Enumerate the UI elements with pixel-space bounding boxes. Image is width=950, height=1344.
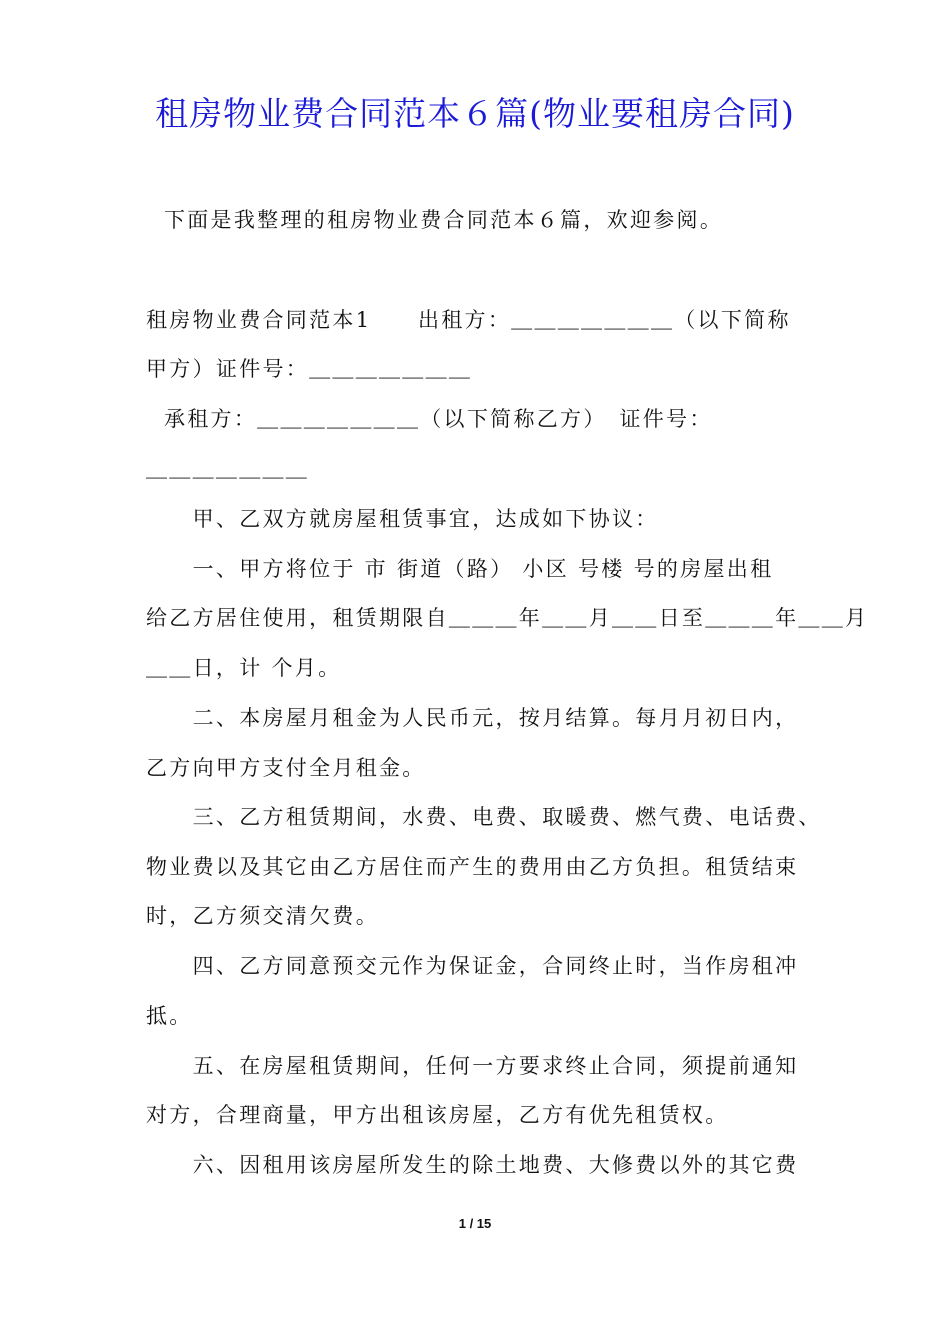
body-line: 租房物业费合同范本1 出租方：＿＿＿＿＿＿＿（以下简称 — [146, 308, 791, 332]
body-line: 给乙方居住使用，租赁期限自＿＿＿年＿＿月＿＿日至＿＿＿年＿＿月 — [146, 606, 869, 630]
page-indicator: 1 / 15 — [458, 1216, 492, 1231]
body-line: 时，乙方须交清欠费。 — [146, 904, 379, 928]
body-line: ＿＿＿＿＿＿＿ — [146, 457, 310, 481]
body-line: 六、因租用该房屋所发生的除土地费、大修费以外的其它费 — [146, 1153, 799, 1177]
body-line: 物业费以及其它由乙方居住而产生的费用由乙方负担。租赁结束 — [146, 855, 799, 879]
body-line: 甲、乙双方就房屋租赁事宜，达成如下协议： — [146, 507, 659, 531]
body-line: 三、乙方租赁期间，水费、电费、取暖费、燃气费、电话费、 — [146, 805, 822, 829]
document-title: 租房物业费合同范本６篇(物业要租房合同) — [155, 94, 795, 133]
body-line: 甲方）证件号：＿＿＿＿＿＿＿ — [146, 357, 473, 381]
body-line: 四、乙方同意预交元作为保证金，合同终止时，当作房租冲 — [146, 954, 799, 978]
body-line: 抵。 — [146, 1004, 193, 1028]
body-line: 承租方：＿＿＿＿＿＿＿（以下简称乙方） 证件号： — [146, 407, 713, 431]
body-line: 对方，合理商量，甲方出租该房屋，乙方有优先租赁权。 — [146, 1103, 729, 1127]
body-line: 乙方向甲方支付全月租金。 — [146, 756, 426, 780]
body-line: ＿＿日，计 个月。 — [146, 656, 342, 680]
intro-line: 下面是我整理的租房物业费合同范本６篇，欢迎参阅。 — [146, 208, 724, 232]
body-line: 五、在房屋租赁期间，任何一方要求终止合同，须提前通知 — [146, 1054, 799, 1078]
body-line: 二、本房屋月租金为人民币元，按月结算。每月月初日内， — [146, 706, 799, 730]
body-line: 一、甲方将位于 市 街道（路） 小区 号楼 号的房屋出租 — [146, 557, 774, 581]
